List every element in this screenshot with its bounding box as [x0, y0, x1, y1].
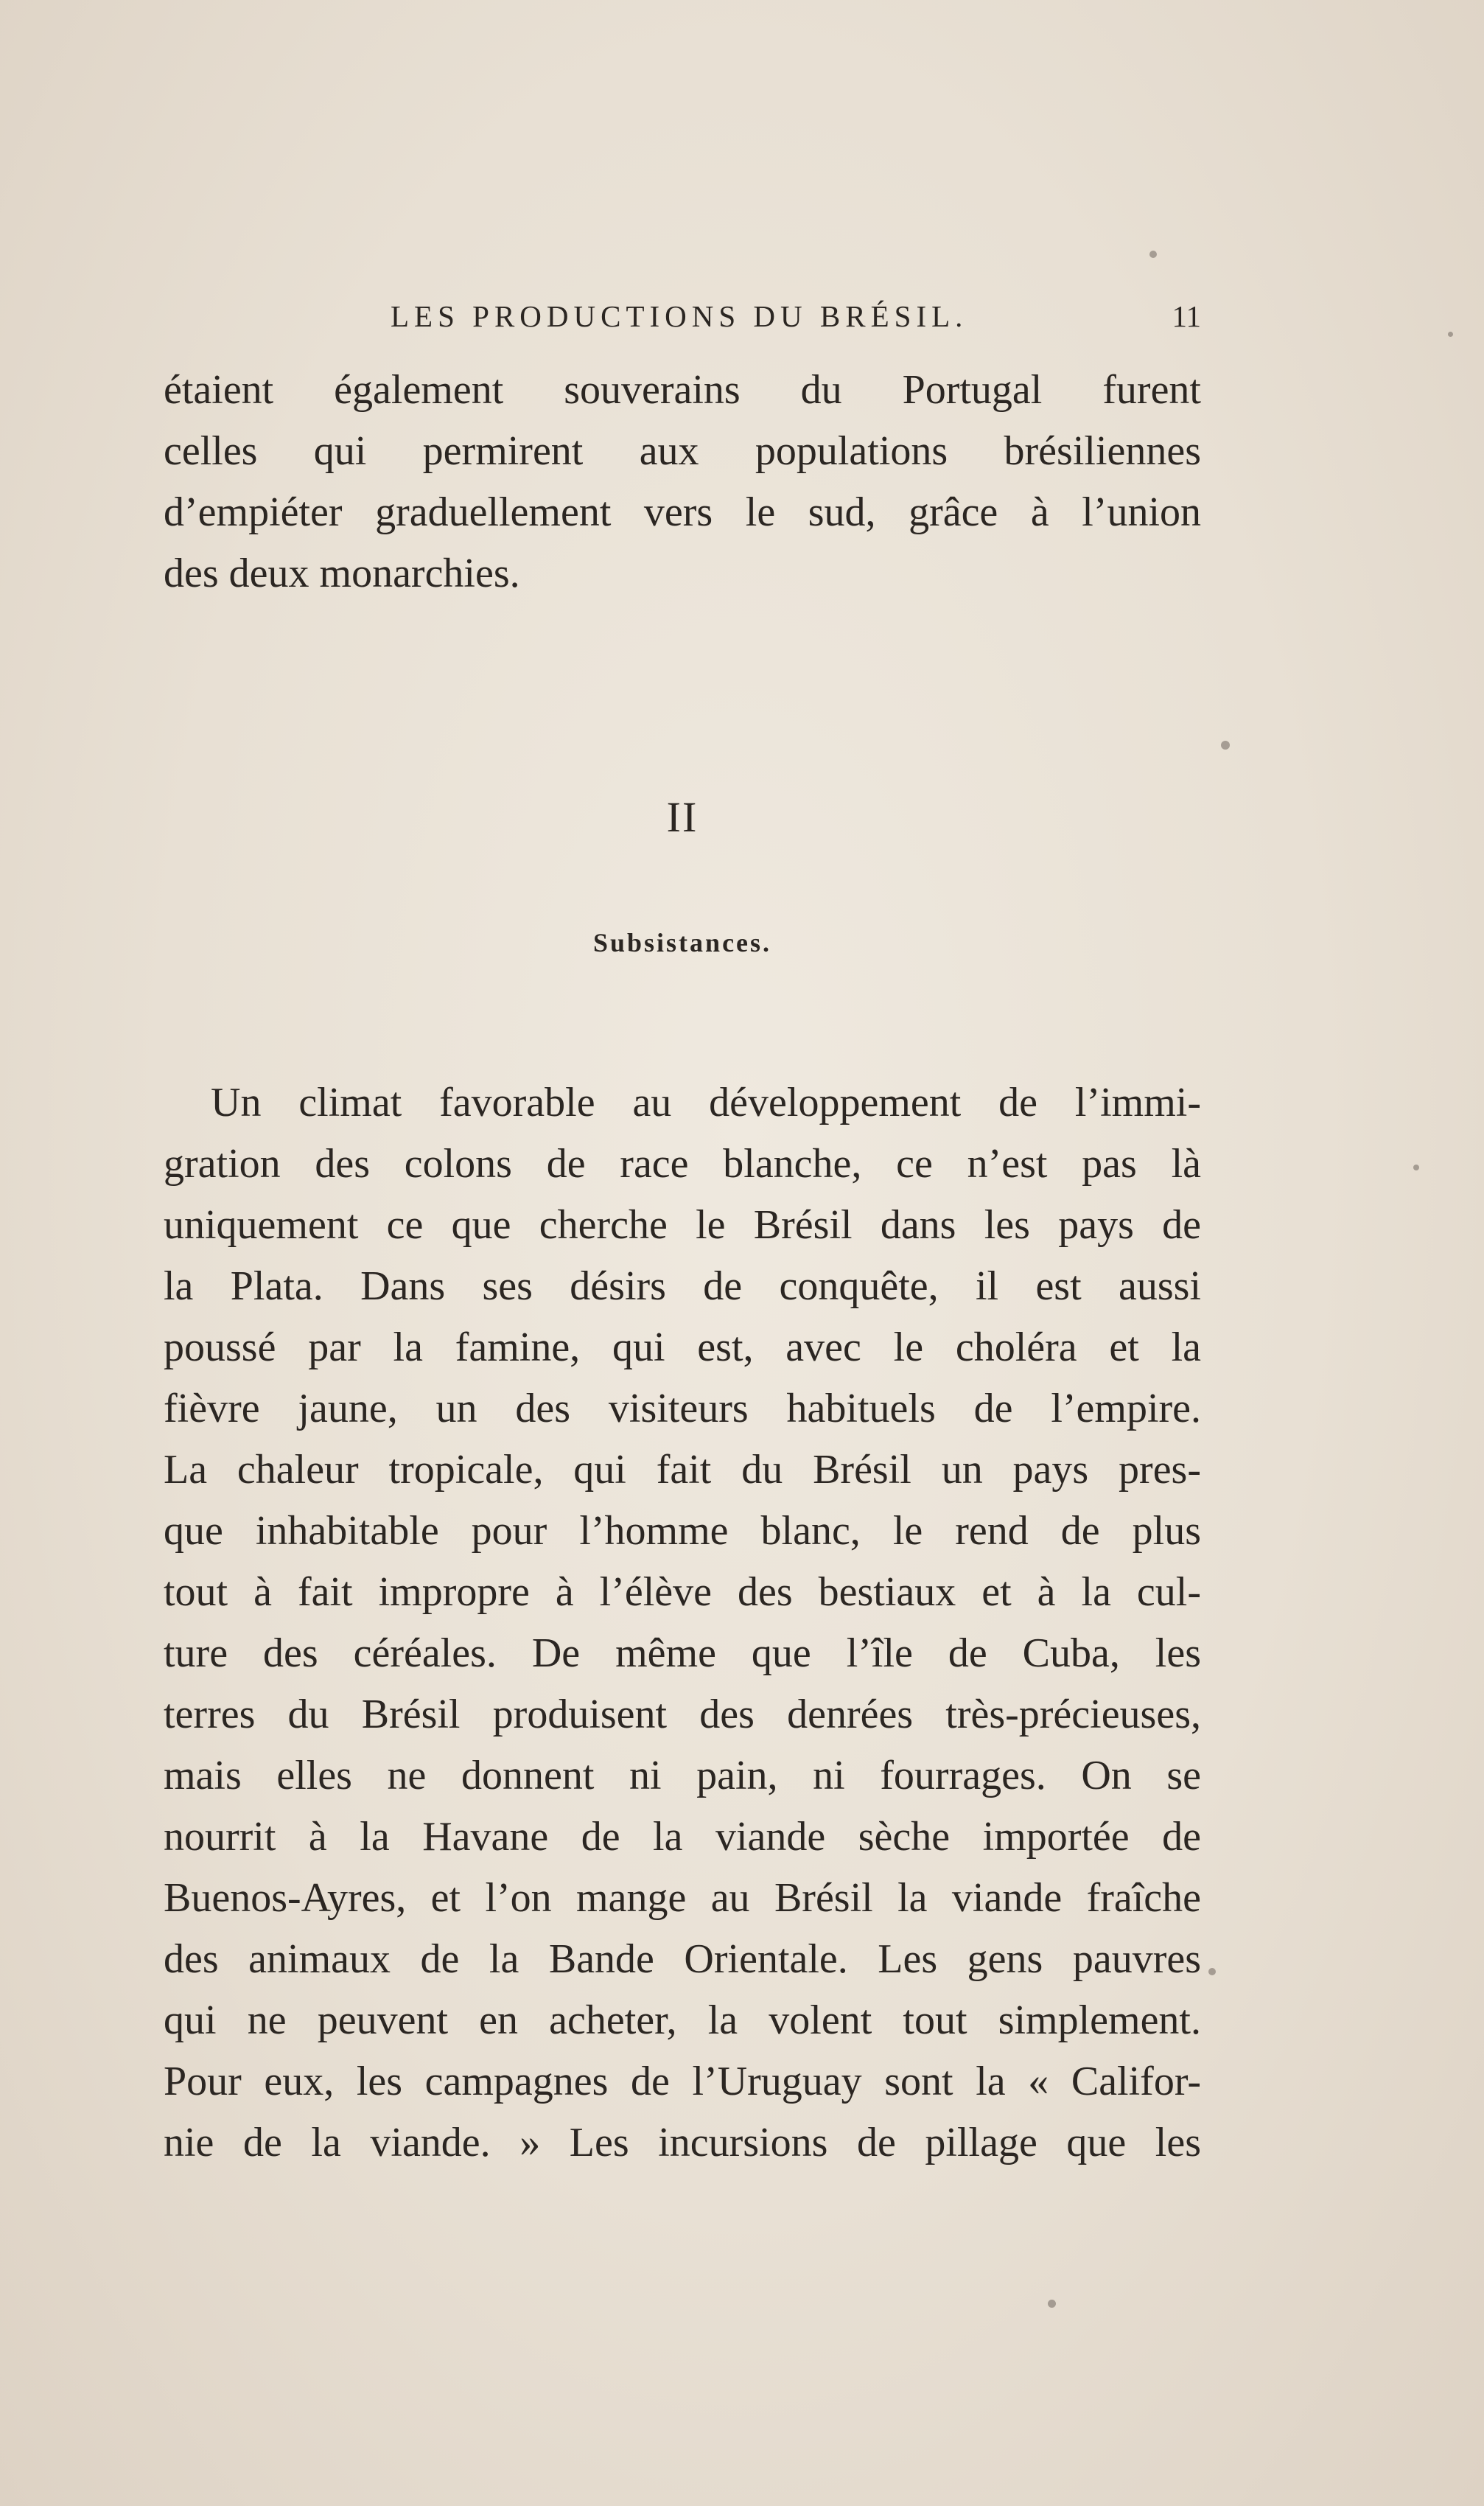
- text-line: Un climat favorable au développement de l’immi-: [211, 1080, 1201, 1125]
- running-head: [164, 299, 1201, 343]
- running-title: LES PRODUCTIONS DU BRÉSIL.: [391, 299, 968, 333]
- text-line: celles qui permirent aux populations brésiliennes: [164, 428, 1201, 474]
- text-line: tout à fait impropre à l’élève des bestiaux et à la cul-: [164, 1569, 1201, 1615]
- text-line: que inhabitable pour l’homme blanc, le rend de plus: [164, 1508, 1201, 1554]
- paragraph-subsistances: [164, 1072, 1201, 2174]
- text-line: mais elles ne donnent ni pain, ni fourrages. On se: [164, 1753, 1201, 1798]
- text-line: Buenos-Ayres, et l’on mange au Brésil la viande fraîche: [164, 1875, 1201, 1921]
- paper-speck: [1208, 1968, 1216, 1975]
- text-line: nourrit à la Havane de la viande sèche importée de: [164, 1814, 1201, 1860]
- text-line: uniquement ce que cherche le Brésil dans les pays de: [164, 1202, 1201, 1248]
- text-line: terres du Brésil produisent des denrées très-précieuses,: [164, 1692, 1201, 1737]
- text-line: qui ne peuvent en acheter, la volent tout simplement.: [164, 1997, 1201, 2043]
- section-title: Subsistances.: [592, 928, 772, 957]
- text-line: ture des céréales. De même que l’île de Cuba, les: [164, 1630, 1201, 1676]
- text-line: nie de la viande. » Les incursions de pillage que les: [164, 2120, 1201, 2165]
- text-line: fièvre jaune, un des visiteurs habituels de l’empire.: [164, 1386, 1201, 1431]
- paper-speck: [1048, 2300, 1056, 2308]
- text-line: des deux monarchies.: [164, 551, 520, 596]
- text-line: la Plata. Dans ses désirs de conquête, il est aussi: [164, 1263, 1201, 1309]
- text-line: des animaux de la Bande Orientale. Les gens pauvres: [164, 1936, 1201, 1982]
- text-line: poussé par la famine, qui est, avec le choléra et la: [164, 1324, 1201, 1370]
- text-line: gration des colons de race blanche, ce n’est pas là: [164, 1141, 1201, 1187]
- text-line: La chaleur tropicale, qui fait du Brésil un pays pres-: [164, 1447, 1201, 1493]
- paper-speck: [1149, 251, 1157, 258]
- text-line: étaient également souverains du Portugal furent: [164, 367, 1201, 413]
- section-number: II: [666, 793, 699, 841]
- text-line: Pour eux, les campagnes de l’Uruguay sont la « Califor-: [164, 2059, 1201, 2104]
- paper-speck: [1413, 1165, 1419, 1170]
- paper-speck: [1448, 332, 1453, 337]
- paper-speck: [1221, 741, 1230, 750]
- page-number: 11: [1172, 299, 1201, 333]
- paragraph-continuation: [164, 360, 1201, 604]
- text-line: d’empiéter graduellement vers le sud, grâce à l’union: [164, 489, 1201, 535]
